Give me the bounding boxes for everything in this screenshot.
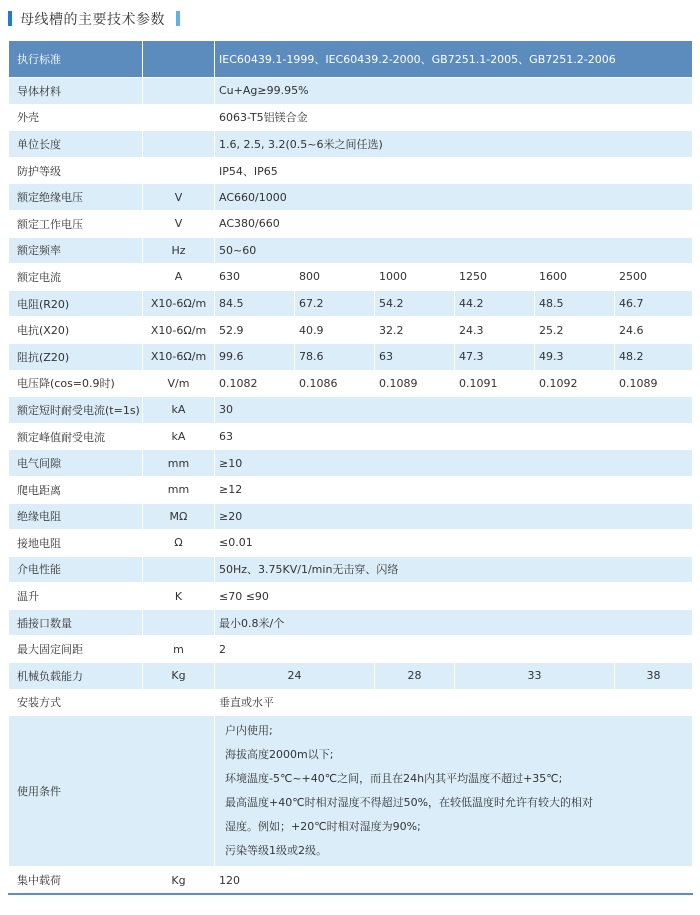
value-cell: 32.2 <box>375 317 455 344</box>
unit-cell: mm <box>143 476 215 503</box>
value-cell: ≤0.01 <box>215 530 693 557</box>
unit-cell <box>143 556 215 583</box>
value-cell: AC660/1000 <box>215 184 693 211</box>
unit-cell <box>143 609 215 636</box>
value-cell: 46.7 <box>615 290 693 317</box>
unit-cell <box>143 689 215 716</box>
param-cell: 额定工作电压 <box>9 210 143 237</box>
param-cell: 介电性能 <box>9 556 143 583</box>
unit-cell: A <box>143 264 215 291</box>
value-cell: 24.6 <box>615 317 693 344</box>
value-cell: 48.5 <box>535 290 615 317</box>
param-cell: 绝缘电阻 <box>9 503 143 530</box>
unit-cell: kA <box>143 397 215 424</box>
unit-cell: V/m <box>143 370 215 397</box>
value-cell: 1250 <box>455 264 535 291</box>
header-accent-bar-right <box>176 11 180 26</box>
usage-condition-line: 最高温度+40℃时相对湿度不得超过50%，在较低温度时允许有较大的相对 <box>225 796 594 810</box>
param-cell: 电抗(X20) <box>9 317 143 344</box>
value-cell: 44.2 <box>455 290 535 317</box>
param-cell: 防护等级 <box>9 157 143 184</box>
param-cell: 电气间隙 <box>9 450 143 477</box>
unit-cell: mm <box>143 450 215 477</box>
unit-cell: MΩ <box>143 503 215 530</box>
table-row <box>9 476 693 503</box>
value-cell: 24 <box>215 663 375 690</box>
value-cell: 50~60 <box>215 237 693 264</box>
table-row <box>9 867 693 894</box>
unit-cell: X10-6Ω/m <box>143 343 215 370</box>
table-row <box>9 583 693 610</box>
value-cell: 0.1089 <box>375 370 455 397</box>
param-cell: 额定峰值耐受电流 <box>9 423 143 450</box>
param-cell: 接地电阻 <box>9 530 143 557</box>
value-cell: AC380/660 <box>215 210 693 237</box>
unit-cell: kA <box>143 423 215 450</box>
value-cell: ≥10 <box>215 450 693 477</box>
param-cell: 插接口数量 <box>9 609 143 636</box>
value-cell: 2 <box>215 636 693 663</box>
header-unit-cell <box>143 41 215 78</box>
unit-cell: X10-6Ω/m <box>143 290 215 317</box>
unit-cell: Kg <box>143 867 215 894</box>
unit-cell: m <box>143 636 215 663</box>
unit-cell: Hz <box>143 237 215 264</box>
value-cell: 0.1091 <box>455 370 535 397</box>
table-row <box>9 556 693 583</box>
value-cell: 50Hz、3.75KV/1/min无击穿、闪络 <box>215 556 693 583</box>
param-cell: 导体材料 <box>9 78 143 105</box>
param-cell: 外壳 <box>9 104 143 131</box>
table-row <box>9 423 693 450</box>
value-cell: 49.3 <box>535 343 615 370</box>
table-row <box>9 264 693 291</box>
value-cell: 48.2 <box>615 343 693 370</box>
table-row <box>9 104 693 131</box>
value-cell: 630 <box>215 264 295 291</box>
header-value-cell: IEC60439.1-1999、IEC60439.2-2000、GB7251.1-2005、GB7251.2-2006 <box>215 41 693 78</box>
table-header-row <box>9 41 693 78</box>
value-cell: 84.5 <box>215 290 295 317</box>
param-cell: 最大固定间距 <box>9 636 143 663</box>
table-row <box>9 317 693 344</box>
table-row <box>9 157 693 184</box>
header-accent-bar-left <box>8 11 12 26</box>
value-cell: 1.6, 2.5, 3.2(0.5~6米之间任选) <box>215 131 693 158</box>
param-cell: 机械负载能力 <box>9 663 143 690</box>
usage-condition-line: 户内使用; <box>225 724 273 738</box>
param-cell: 使用条件 <box>9 716 215 867</box>
table-row <box>9 663 693 690</box>
usage-condition-line: 海拔高度2000m以下; <box>225 748 334 762</box>
table-row <box>9 609 693 636</box>
usage-condition-line: 污染等级1级或2级。 <box>225 844 327 858</box>
table-row <box>9 343 693 370</box>
value-cell: 38 <box>615 663 693 690</box>
value-cell: 99.6 <box>215 343 295 370</box>
value-cell: Cu+Ag≥99.95% <box>215 78 693 105</box>
unit-cell <box>143 157 215 184</box>
value-cell: 33 <box>455 663 615 690</box>
header-param-cell: 执行标准 <box>9 41 143 78</box>
unit-cell: Ω <box>143 530 215 557</box>
unit-cell <box>143 131 215 158</box>
spec-table <box>8 40 693 895</box>
table-row <box>9 184 693 211</box>
unit-cell <box>143 104 215 131</box>
unit-cell: Kg <box>143 663 215 690</box>
unit-cell: V <box>143 184 215 211</box>
value-cell: 67.2 <box>295 290 375 317</box>
table-row <box>9 210 693 237</box>
value-cell: ≥20 <box>215 503 693 530</box>
value-cell: 24.3 <box>455 317 535 344</box>
param-cell: 电压降(cos=0.9时) <box>9 370 143 397</box>
value-cell: 63 <box>215 423 693 450</box>
value-cell: 52.9 <box>215 317 295 344</box>
usage-conditions-cell <box>215 716 693 867</box>
value-cell: 120 <box>215 867 693 894</box>
value-cell: 2500 <box>615 264 693 291</box>
table-row <box>9 503 693 530</box>
table-row <box>9 237 693 264</box>
value-cell: 最小0.8米/个 <box>215 609 693 636</box>
value-cell: ≥12 <box>215 476 693 503</box>
value-cell: 垂直或水平 <box>215 689 693 716</box>
param-cell: 额定短时耐受电流(t=1s) <box>9 397 143 424</box>
unit-cell: X10-6Ω/m <box>143 317 215 344</box>
usage-condition-line: 环境温度-5℃~+40℃之间，而且在24h内其平均温度不超过+35℃; <box>225 772 563 786</box>
value-cell: 0.1086 <box>295 370 375 397</box>
value-cell: 40.9 <box>295 317 375 344</box>
value-cell: 30 <box>215 397 693 424</box>
param-cell: 阻抗(Z20) <box>9 343 143 370</box>
unit-cell: V <box>143 210 215 237</box>
section-title: 母线槽的主要技术参数 <box>20 12 165 28</box>
table-row <box>9 78 693 105</box>
param-cell: 安装方式 <box>9 689 143 716</box>
value-cell: 78.6 <box>295 343 375 370</box>
value-cell: 0.1089 <box>615 370 693 397</box>
table-row <box>9 370 693 397</box>
param-cell: 集中载荷 <box>9 867 143 894</box>
value-cell: ≤70 ≤90 <box>215 583 693 610</box>
value-cell: 54.2 <box>375 290 455 317</box>
param-cell: 爬电距离 <box>9 476 143 503</box>
param-cell: 单位长度 <box>9 131 143 158</box>
table-row <box>9 290 693 317</box>
value-cell: 63 <box>375 343 455 370</box>
value-cell: 47.3 <box>455 343 535 370</box>
usage-condition-line: 湿度。例如；+20℃时相对湿度为90%; <box>225 820 421 834</box>
value-cell: 0.1082 <box>215 370 295 397</box>
table-row <box>9 131 693 158</box>
value-cell: 1600 <box>535 264 615 291</box>
table-row <box>9 530 693 557</box>
param-cell: 电阻(R20) <box>9 290 143 317</box>
value-cell: 25.2 <box>535 317 615 344</box>
unit-cell <box>143 78 215 105</box>
section-header <box>0 0 700 38</box>
value-cell: 6063-T5铝镁合金 <box>215 104 693 131</box>
table-row <box>9 636 693 663</box>
usage-conditions-row <box>9 716 693 867</box>
value-cell: 1000 <box>375 264 455 291</box>
value-cell: 28 <box>375 663 455 690</box>
value-cell: 0.1092 <box>535 370 615 397</box>
value-cell: 800 <box>295 264 375 291</box>
value-cell: IP54、IP65 <box>215 157 693 184</box>
table-row <box>9 689 693 716</box>
param-cell: 额定电流 <box>9 264 143 291</box>
table-row <box>9 397 693 424</box>
param-cell: 温升 <box>9 583 143 610</box>
param-cell: 额定绝缘电压 <box>9 184 143 211</box>
table-row <box>9 450 693 477</box>
unit-cell: K <box>143 583 215 610</box>
param-cell: 额定频率 <box>9 237 143 264</box>
